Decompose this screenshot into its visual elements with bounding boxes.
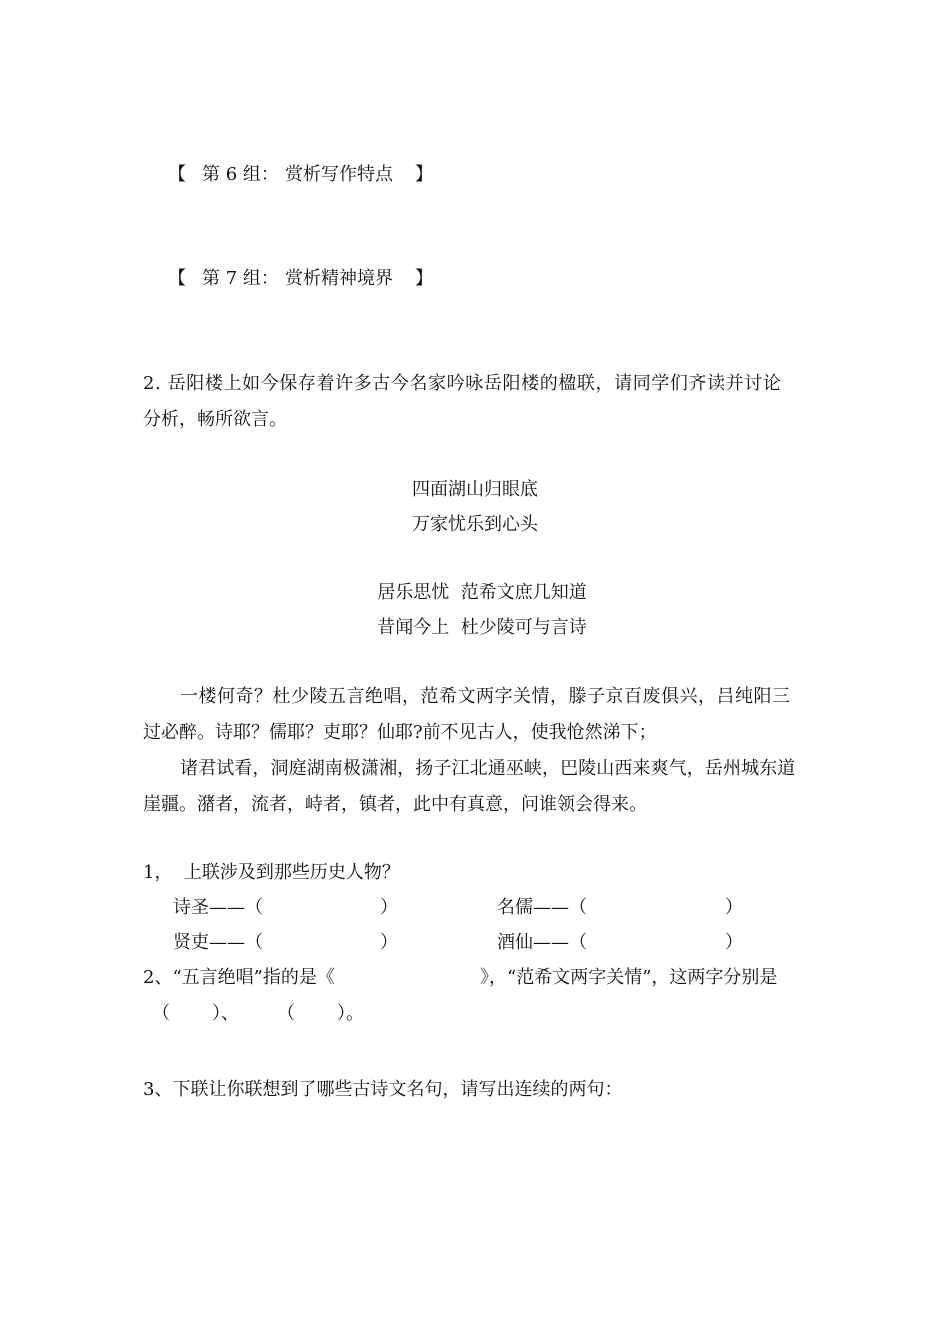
q1-blank[interactable]	[595, 893, 720, 915]
q1-question: 1， 上联涉及到那些历史人物？	[143, 862, 400, 883]
group-topic: 赏析精神境界	[285, 268, 393, 289]
q1-blank[interactable]	[270, 893, 378, 915]
q1-item-close: ）	[380, 897, 398, 918]
bracket-open: 【	[168, 164, 186, 185]
group-label: 第 7 组：	[202, 268, 279, 289]
group-label: 第 6 组：	[202, 164, 279, 185]
q1-blank[interactable]	[270, 928, 378, 950]
group-topic: 赏析写作特点	[285, 164, 393, 185]
q1-item-label: 名儒——（	[497, 897, 587, 918]
q1-item-label: 贤吏——（	[173, 932, 263, 953]
bracket-close: 】	[415, 268, 433, 289]
q2-poem-blank[interactable]	[360, 963, 478, 985]
q2-char-blank-2[interactable]	[297, 999, 335, 1021]
q2-paren-close-2: ）。	[337, 1003, 364, 1024]
long-couplet-lower-line2: 崖疆。潴者，流者，峙者，镇者，此中有真意，问谁领会得来。	[143, 794, 647, 815]
q2-part2: 》，“范希文两字关情”，这两字分别是	[480, 967, 778, 988]
long-couplet-upper-line2: 过必醉。诗耶？儒耶？吏耶？仙耶?前不见古人，使我怆然涕下；	[143, 722, 657, 743]
long-couplet-upper-line1: 一楼何奇？杜少陵五言绝唱，范希文两字关情，滕子京百废俱兴，吕纯阳三	[180, 686, 791, 707]
q1-item-close: ）	[725, 932, 743, 953]
q3-question: 3、下联让你联想到了哪些古诗文名句，请写出连续的两句：	[143, 1079, 623, 1100]
task2-line2: 分析，畅所欲言。	[143, 409, 287, 430]
q1-blank[interactable]	[595, 928, 720, 950]
couplet2-lower: 昔闻今上 杜少陵可与言诗	[377, 617, 587, 638]
q1-item-label: 诗圣——（	[173, 897, 263, 918]
q2-paren-close-1: ）、	[212, 1003, 239, 1024]
q1-item-close: ）	[380, 932, 398, 953]
q2-paren-open-2: （	[277, 1003, 295, 1024]
q1-item-label: 酒仙——（	[497, 932, 587, 953]
task2-line1: 2. 岳阳楼上如今保存着许多古今名家吟咏岳阳楼的楹联，请同学们齐读并讨论	[143, 373, 782, 394]
q1-item-close: ）	[725, 897, 743, 918]
bracket-close: 】	[415, 164, 433, 185]
q2-part1: 2、“五言绝唱”指的是《	[143, 967, 335, 988]
q2-char-blank-1[interactable]	[172, 999, 210, 1021]
bracket-open: 【	[168, 268, 186, 289]
couplet2-upper: 居乐思忧 范希文庶几知道	[377, 582, 587, 603]
couplet1-upper: 四面湖山归眼底	[412, 479, 538, 500]
couplet1-lower: 万家忧乐到心头	[412, 514, 538, 535]
long-couplet-lower-line1: 诸君试看，洞庭湖南极潇湘，扬子江北通巫峡，巴陵山西来爽气，岳州城东道	[180, 758, 796, 779]
q2-paren-open-1: （	[152, 1003, 170, 1024]
